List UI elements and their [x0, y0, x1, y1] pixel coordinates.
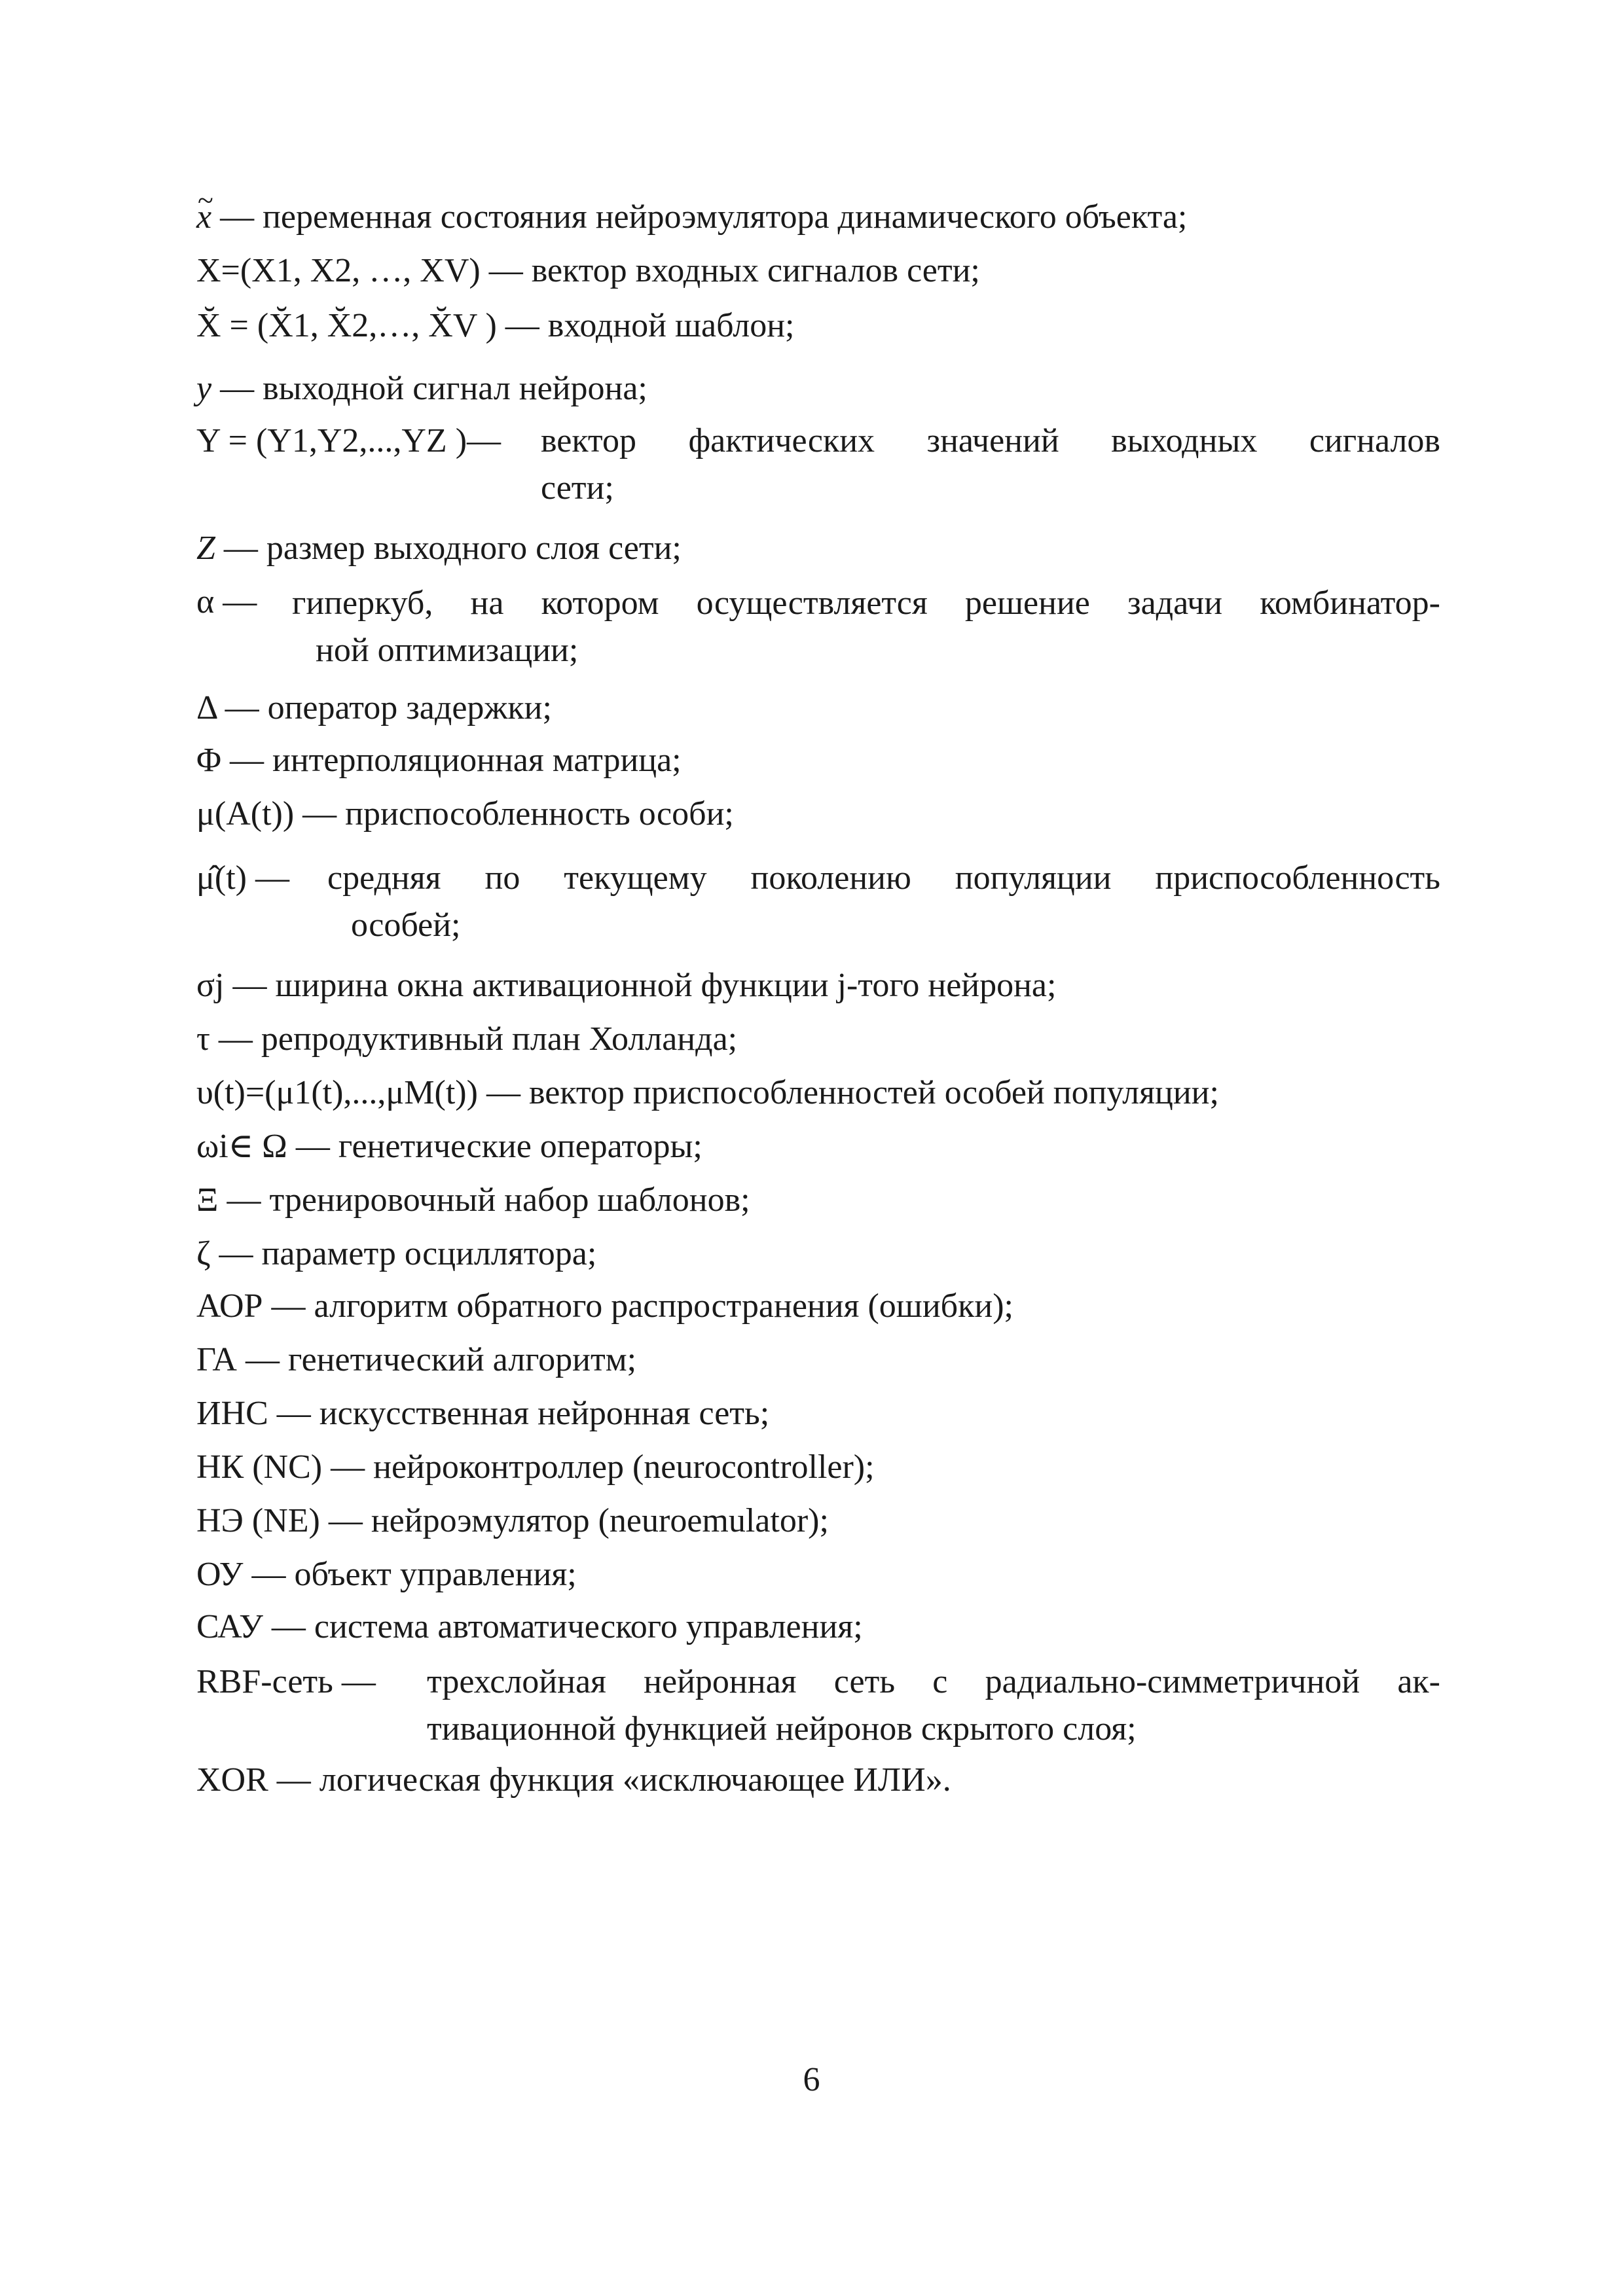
entry-text: вектор фактических значений выходных сигналов: [541, 422, 1440, 459]
entry-symbol: RBF-сеть —: [196, 1663, 376, 1700]
entry-continuation: сети;: [541, 469, 614, 507]
entry-symbol: υ(t)=(μ1(t),...,μM(t)): [196, 1074, 478, 1111]
entry-text: — входной шаблон;: [505, 307, 795, 344]
entry-text: средняя по текущему поколению популяции приспособленность: [327, 859, 1440, 897]
entry-text: — искусственная нейронная сеть;: [276, 1395, 770, 1432]
entry-continuation: особей;: [351, 906, 461, 944]
entry-text: — выходной сигнал нейрона;: [220, 370, 647, 407]
entry-symbol: Z: [196, 529, 215, 567]
abbrev-entry: [196, 1124, 702, 1169]
entry-symbol: НК (NC): [196, 1448, 323, 1486]
entry-text: трехслойная нейронная сеть с радиально-симметричной ак-: [427, 1663, 1440, 1700]
abbrev-entry: [196, 1071, 1219, 1115]
entry-text: — вектор входных сигналов сети;: [488, 252, 980, 289]
entry-symbol: НЭ (NE): [196, 1502, 320, 1539]
abbrev-entry: [196, 367, 647, 411]
abbrev-entry: [196, 1284, 1013, 1329]
entry-symbol: АОР: [196, 1287, 263, 1325]
abbrev-entry: [196, 1232, 596, 1276]
abbrev-entry: [196, 304, 795, 348]
entry-symbol: Φ: [196, 742, 222, 779]
entry-symbol: Y = (Y1,Y2,...,YZ )—: [196, 422, 501, 459]
entry-text: — переменная состояния нейроэмулятора динамического объекта;: [220, 198, 1188, 236]
entry-symbol: САУ: [196, 1608, 263, 1645]
entry-symbol: XOR: [196, 1761, 268, 1799]
abbrev-entry: [196, 686, 552, 730]
entry-wrapped-text: [292, 580, 1440, 674]
abbrev-entry: [196, 1445, 875, 1490]
entry-text: — система автоматического управления;: [271, 1608, 863, 1645]
entry-symbol: α —: [196, 583, 257, 620]
entry-symbol: σj: [196, 967, 225, 1004]
entry-symbol: ωi∈ Ω: [196, 1128, 287, 1165]
entry-symbol: ~ x: [196, 198, 211, 236]
entry-text: — нейроконтроллер (neurocontroller);: [331, 1448, 875, 1486]
entry-text: — объект управления;: [251, 1556, 577, 1593]
abbrev-entry: [196, 419, 501, 463]
entry-symbol: y: [196, 370, 212, 407]
entry-symbol: τ: [196, 1020, 210, 1058]
entry-text: — тренировочный набор шаблонов;: [227, 1181, 750, 1219]
entry-symbol: Δ: [196, 689, 217, 726]
abbrev-entry: [196, 526, 682, 571]
entry-symbol: μ(A(t)): [196, 795, 295, 833]
abbrev-entry: [196, 1391, 769, 1436]
entry-wrapped-text: [327, 855, 1440, 949]
abbrev-entry: [196, 1499, 829, 1543]
entry-wrapped-text: [541, 418, 1440, 512]
abbrev-entry: [196, 1552, 577, 1597]
abbrev-entry: [196, 856, 289, 901]
abbrev-entry: [196, 1178, 750, 1223]
abbrev-entry: [196, 1660, 376, 1704]
abbrev-entry: [196, 1338, 636, 1382]
entry-text: — оператор задержки;: [225, 689, 552, 726]
abbrev-entry: [196, 1017, 737, 1062]
entry-text: — алгоритм обратного распространения (ошибки);: [271, 1287, 1013, 1325]
entry-text: гиперкуб, на котором осуществляется решение задачи комбинатор-: [292, 584, 1440, 622]
entry-symbol: ОУ: [196, 1556, 244, 1593]
abbrev-entry: [196, 1605, 863, 1649]
abbrev-entry: [196, 249, 980, 293]
entry-text: — репродуктивный план Холланда;: [218, 1020, 738, 1058]
entry-symbol: Ξ: [196, 1181, 219, 1219]
abbrev-entry: [196, 738, 682, 783]
abbrev-entry: [196, 1758, 951, 1803]
entry-text: — генетический алгоритм;: [245, 1341, 637, 1378]
entry-text: — ширина окна активационной функции j-того нейрона;: [232, 967, 1057, 1004]
entry-text: — размер выходного слоя сети;: [223, 529, 682, 567]
page-number: 6: [803, 2061, 820, 2098]
abbrev-entry: [196, 963, 1056, 1008]
abbrev-entry: [196, 580, 257, 624]
entry-symbol: ИНС: [196, 1395, 268, 1432]
entry-symbol: ζ: [196, 1235, 211, 1272]
entry-continuation: ной оптимизации;: [316, 632, 579, 669]
entry-text: — параметр осциллятора;: [219, 1235, 597, 1272]
abbrev-entry: [196, 195, 1187, 240]
entry-continuation: тивационной функцией нейронов скрытого слоя;: [427, 1710, 1137, 1748]
entry-symbol: ГА: [196, 1341, 237, 1378]
entry-text: — нейроэмулятор (neuroemulator);: [328, 1502, 829, 1539]
entry-symbol: X=(X1, X2, …, XV): [196, 252, 481, 289]
entry-symbol: X̆ = (X̆1, X̆2,…, X̆V ): [196, 307, 497, 344]
entry-text: — вектор приспособленностей особей популяции;: [486, 1074, 1219, 1111]
entry-text: — приспособленность особи;: [302, 795, 734, 833]
entry-symbol: μ̂(t) —: [196, 859, 289, 897]
entry-text: — генетические операторы;: [295, 1128, 702, 1165]
entry-text: — интерполяционная матрица;: [230, 742, 682, 779]
entry-wrapped-text: [427, 1659, 1440, 1753]
entry-text: — логическая функция «исключающее ИЛИ».: [276, 1761, 951, 1799]
abbrev-entry: [196, 792, 734, 836]
